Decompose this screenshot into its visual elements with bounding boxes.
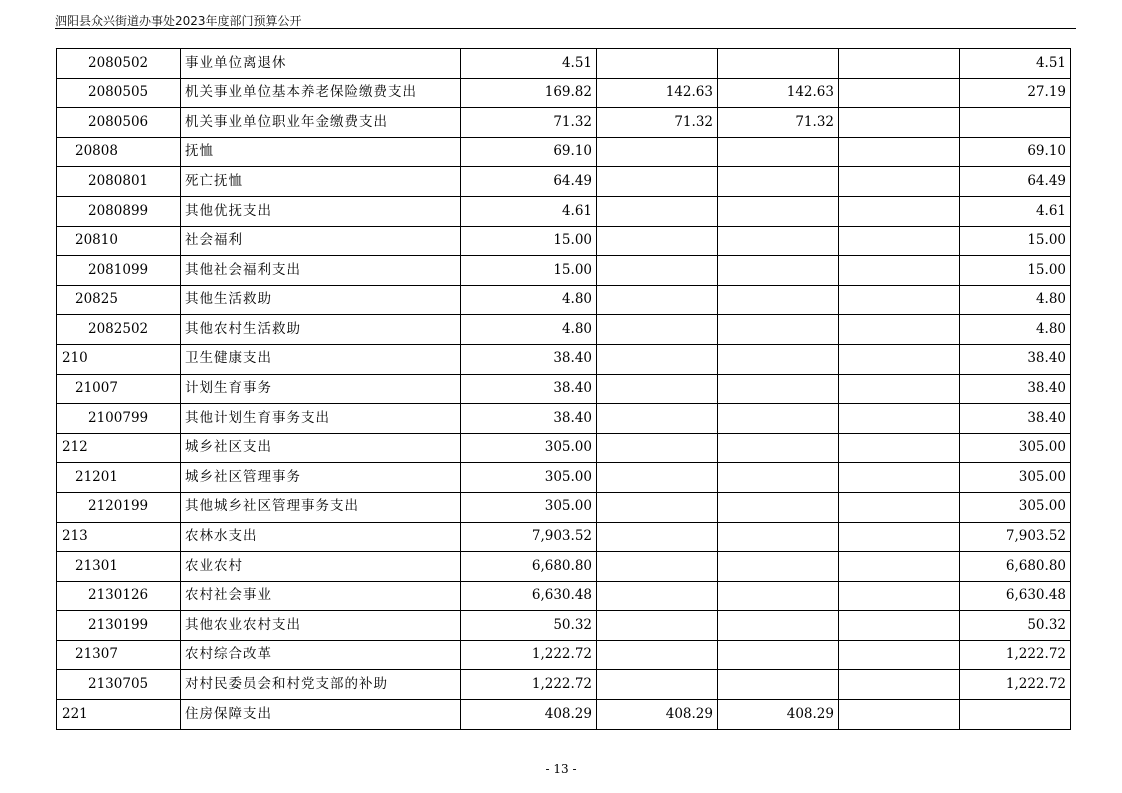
amount-cell-col4 (839, 137, 960, 167)
amount-cell-col1: 4.61 (461, 196, 597, 226)
subject-name-cell: 其他农村生活救助 (181, 315, 461, 345)
subject-code-cell: 20825 (57, 285, 181, 315)
table-row (57, 522, 1071, 552)
subject-code-cell: 2080506 (57, 108, 181, 138)
amount-cell-col2: 71.32 (597, 108, 718, 138)
subject-code-cell: 21201 (57, 463, 181, 493)
amount-cell-col3 (718, 433, 839, 463)
amount-cell-col4 (839, 581, 960, 611)
subject-name-cell: 其他计划生育事务支出 (181, 404, 461, 434)
subject-code-cell: 20810 (57, 226, 181, 256)
amount-cell-col3 (718, 463, 839, 493)
table-row (57, 670, 1071, 700)
amount-cell-col2 (597, 552, 718, 582)
subject-name-cell: 城乡社区管理事务 (181, 463, 461, 493)
amount-cell-col3 (718, 670, 839, 700)
amount-cell-col3 (718, 49, 839, 79)
amount-cell-col3 (718, 285, 839, 315)
amount-cell-col2 (597, 670, 718, 700)
amount-cell-col4 (839, 433, 960, 463)
subject-code-cell: 2081099 (57, 256, 181, 286)
subject-code-cell: 2082502 (57, 315, 181, 345)
amount-cell-col4 (839, 315, 960, 345)
subject-name-cell: 其他社会福利支出 (181, 256, 461, 286)
subject-code-cell: 2080801 (57, 167, 181, 197)
amount-cell-col1: 38.40 (461, 344, 597, 374)
amount-cell-col5: 38.40 (960, 404, 1071, 434)
subject-code-cell: 213 (57, 522, 181, 552)
table-row (57, 492, 1071, 522)
table-row (57, 167, 1071, 197)
amount-cell-col4 (839, 256, 960, 286)
amount-cell-col5: 7,903.52 (960, 522, 1071, 552)
amount-cell-col3 (718, 492, 839, 522)
subject-name-cell: 其他农业农村支出 (181, 611, 461, 641)
subject-name-cell: 农村社会事业 (181, 581, 461, 611)
amount-cell-col4 (839, 344, 960, 374)
amount-cell-col3 (718, 552, 839, 582)
amount-cell-col4 (839, 670, 960, 700)
table-row (57, 49, 1071, 79)
subject-name-cell: 机关事业单位职业年金缴费支出 (181, 108, 461, 138)
subject-code-cell: 2080505 (57, 78, 181, 108)
subject-code-cell: 21301 (57, 552, 181, 582)
amount-cell-col4 (839, 522, 960, 552)
subject-name-cell: 抚恤 (181, 137, 461, 167)
subject-name-cell: 农业农村 (181, 552, 461, 582)
amount-cell-col2 (597, 640, 718, 670)
amount-cell-col1: 305.00 (461, 433, 597, 463)
amount-cell-col2 (597, 611, 718, 641)
amount-cell-col5: 4.80 (960, 285, 1071, 315)
amount-cell-col2 (597, 344, 718, 374)
table-row (57, 78, 1071, 108)
table-row (57, 433, 1071, 463)
subject-code-cell: 221 (57, 700, 181, 730)
table-row (57, 108, 1071, 138)
amount-cell-col1: 6,680.80 (461, 552, 597, 582)
amount-cell-col1: 71.32 (461, 108, 597, 138)
amount-cell-col3 (718, 167, 839, 197)
amount-cell-col3 (718, 226, 839, 256)
amount-cell-col4 (839, 640, 960, 670)
subject-name-cell: 社会福利 (181, 226, 461, 256)
table-row (57, 315, 1071, 345)
document-header-title: 泗阳县众兴街道办事处2023年度部门预算公开 (55, 14, 302, 28)
amount-cell-col2 (597, 196, 718, 226)
amount-cell-col3 (718, 611, 839, 641)
table-row (57, 226, 1071, 256)
amount-cell-col5: 64.49 (960, 167, 1071, 197)
amount-cell-col2 (597, 226, 718, 256)
table-row (57, 404, 1071, 434)
subject-code-cell: 2120199 (57, 492, 181, 522)
subject-code-cell: 2080899 (57, 196, 181, 226)
amount-cell-col3 (718, 137, 839, 167)
amount-cell-col2 (597, 492, 718, 522)
table-row (57, 256, 1071, 286)
amount-cell-col3 (718, 374, 839, 404)
amount-cell-col3 (718, 196, 839, 226)
amount-cell-col4 (839, 492, 960, 522)
subject-code-cell: 2100799 (57, 404, 181, 434)
amount-cell-col1: 1,222.72 (461, 640, 597, 670)
amount-cell-col1: 4.80 (461, 315, 597, 345)
budget-table (56, 48, 1071, 730)
amount-cell-col5: 4.51 (960, 49, 1071, 79)
amount-cell-col4 (839, 404, 960, 434)
amount-cell-col5: 1,222.72 (960, 640, 1071, 670)
amount-cell-col2 (597, 433, 718, 463)
subject-code-cell: 210 (57, 344, 181, 374)
subject-code-cell: 212 (57, 433, 181, 463)
page-number: - 13 - (545, 762, 577, 776)
amount-cell-col2 (597, 581, 718, 611)
amount-cell-col3 (718, 256, 839, 286)
amount-cell-col5: 15.00 (960, 226, 1071, 256)
amount-cell-col2 (597, 463, 718, 493)
amount-cell-col4 (839, 552, 960, 582)
header-divider (55, 28, 1076, 29)
table-row (57, 611, 1071, 641)
amount-cell-col5: 38.40 (960, 374, 1071, 404)
amount-cell-col3: 142.63 (718, 78, 839, 108)
amount-cell-col5: 69.10 (960, 137, 1071, 167)
amount-cell-col3 (718, 315, 839, 345)
amount-cell-col1: 4.51 (461, 49, 597, 79)
table-row (57, 552, 1071, 582)
amount-cell-col3 (718, 344, 839, 374)
amount-cell-col3: 408.29 (718, 700, 839, 730)
amount-cell-col2 (597, 315, 718, 345)
amount-cell-col1: 64.49 (461, 167, 597, 197)
amount-cell-col4 (839, 196, 960, 226)
amount-cell-col3: 71.32 (718, 108, 839, 138)
subject-code-cell: 21007 (57, 374, 181, 404)
subject-name-cell: 机关事业单位基本养老保险缴费支出 (181, 78, 461, 108)
amount-cell-col4 (839, 49, 960, 79)
amount-cell-col1: 408.29 (461, 700, 597, 730)
amount-cell-col1: 169.82 (461, 78, 597, 108)
amount-cell-col1: 50.32 (461, 611, 597, 641)
amount-cell-col5: 1,222.72 (960, 670, 1071, 700)
amount-cell-col2 (597, 137, 718, 167)
amount-cell-col5: 305.00 (960, 463, 1071, 493)
amount-cell-col1: 6,630.48 (461, 581, 597, 611)
amount-cell-col5: 38.40 (960, 344, 1071, 374)
amount-cell-col2 (597, 522, 718, 552)
amount-cell-col5: 305.00 (960, 433, 1071, 463)
subject-name-cell: 卫生健康支出 (181, 344, 461, 374)
amount-cell-col5 (960, 700, 1071, 730)
subject-name-cell: 死亡抚恤 (181, 167, 461, 197)
amount-cell-col1: 38.40 (461, 374, 597, 404)
amount-cell-col1: 305.00 (461, 463, 597, 493)
amount-cell-col4 (839, 700, 960, 730)
amount-cell-col2 (597, 167, 718, 197)
amount-cell-col4 (839, 463, 960, 493)
subject-code-cell: 20808 (57, 137, 181, 167)
subject-name-cell: 农林水支出 (181, 522, 461, 552)
amount-cell-col1: 4.80 (461, 285, 597, 315)
amount-cell-col3 (718, 522, 839, 552)
table-row (57, 285, 1071, 315)
amount-cell-col2 (597, 49, 718, 79)
amount-cell-col1: 305.00 (461, 492, 597, 522)
table-row (57, 700, 1071, 730)
amount-cell-col5: 15.00 (960, 256, 1071, 286)
amount-cell-col5 (960, 108, 1071, 138)
amount-cell-col4 (839, 374, 960, 404)
subject-code-cell: 21307 (57, 640, 181, 670)
amount-cell-col5: 305.00 (960, 492, 1071, 522)
subject-name-cell: 住房保障支出 (181, 700, 461, 730)
table-row (57, 374, 1071, 404)
amount-cell-col5: 50.32 (960, 611, 1071, 641)
amount-cell-col4 (839, 78, 960, 108)
table-row (57, 463, 1071, 493)
amount-cell-col5: 4.80 (960, 315, 1071, 345)
subject-name-cell: 其他优抚支出 (181, 196, 461, 226)
subject-code-cell: 2130126 (57, 581, 181, 611)
amount-cell-col2: 142.63 (597, 78, 718, 108)
amount-cell-col5: 4.61 (960, 196, 1071, 226)
amount-cell-col1: 1,222.72 (461, 670, 597, 700)
amount-cell-col4 (839, 226, 960, 256)
amount-cell-col5: 27.19 (960, 78, 1071, 108)
subject-name-cell: 计划生育事务 (181, 374, 461, 404)
subject-code-cell: 2080502 (57, 49, 181, 79)
amount-cell-col3 (718, 640, 839, 670)
amount-cell-col3 (718, 581, 839, 611)
table-row (57, 137, 1071, 167)
amount-cell-col1: 15.00 (461, 226, 597, 256)
subject-code-cell: 2130199 (57, 611, 181, 641)
amount-cell-col1: 69.10 (461, 137, 597, 167)
subject-name-cell: 事业单位离退休 (181, 49, 461, 79)
amount-cell-col4 (839, 611, 960, 641)
amount-cell-col5: 6,630.48 (960, 581, 1071, 611)
amount-cell-col4 (839, 285, 960, 315)
amount-cell-col2 (597, 256, 718, 286)
table-row (57, 196, 1071, 226)
table-row (57, 581, 1071, 611)
amount-cell-col1: 38.40 (461, 404, 597, 434)
table-row (57, 344, 1071, 374)
amount-cell-col5: 6,680.80 (960, 552, 1071, 582)
amount-cell-col3 (718, 404, 839, 434)
amount-cell-col2 (597, 285, 718, 315)
amount-cell-col4 (839, 108, 960, 138)
subject-name-cell: 其他城乡社区管理事务支出 (181, 492, 461, 522)
budget-table-body (57, 49, 1071, 730)
amount-cell-col4 (839, 167, 960, 197)
amount-cell-col1: 15.00 (461, 256, 597, 286)
subject-name-cell: 对村民委员会和村党支部的补助 (181, 670, 461, 700)
subject-name-cell: 农村综合改革 (181, 640, 461, 670)
amount-cell-col2 (597, 404, 718, 434)
amount-cell-col2 (597, 374, 718, 404)
amount-cell-col1: 7,903.52 (461, 522, 597, 552)
subject-code-cell: 2130705 (57, 670, 181, 700)
subject-name-cell: 城乡社区支出 (181, 433, 461, 463)
subject-name-cell: 其他生活救助 (181, 285, 461, 315)
amount-cell-col2: 408.29 (597, 700, 718, 730)
table-row (57, 640, 1071, 670)
